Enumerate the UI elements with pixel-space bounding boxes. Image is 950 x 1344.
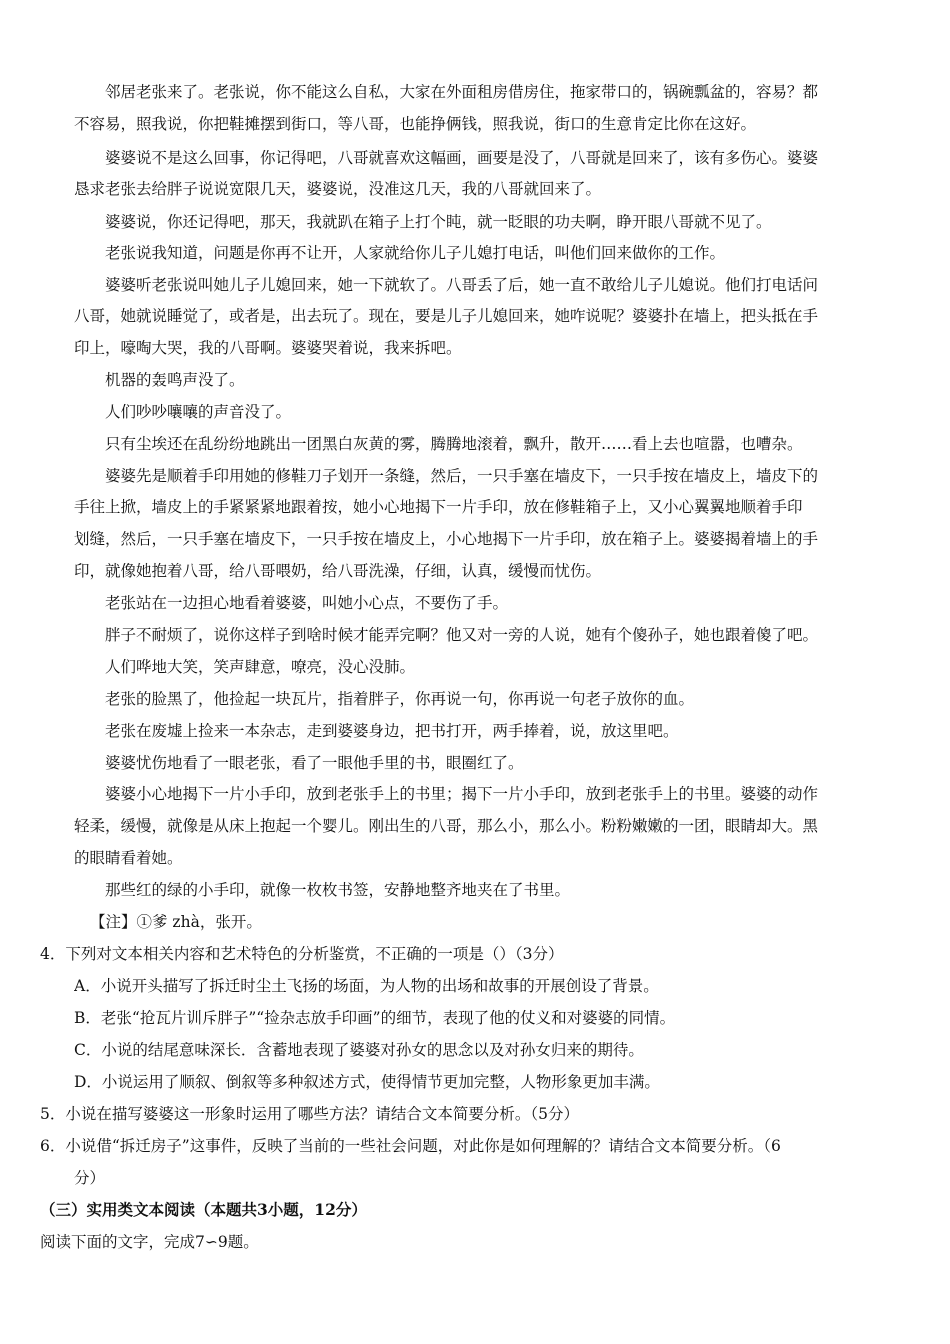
paragraph-line: 恳求老张去给胖子说说宽限几天，婆婆说，没准这几天，我的八哥就回来了。 [74, 180, 602, 198]
paragraph-line: 老张的脸黑了，他捡起一块瓦片，指着胖子，你再说一句，你再说一句老子放你的血。 [105, 690, 695, 708]
paragraph-line: 机器的轰鸣声没了。 [105, 371, 245, 389]
paragraph-line: 轻柔，缓慢，就像是从床上抱起一个婴儿。刚出生的八哥，那么小，那么小。粉粉嫩嫩的一团，眼睛却大。黑 [74, 817, 819, 835]
paragraph-line: 婆婆忧伤地看了一眼老张，看了一眼他手里的书，眼圈红了。 [105, 754, 524, 772]
paragraph-line: 婆婆说不是这么回事，你记得吧，八哥就喜欢这幅画，画要是没了，八哥就是回来了，该有多伤心。婆婆 [105, 149, 819, 167]
paragraph-line: 手往上掀，墙皮上的手紧紧紧地跟着按，她小心地揭下一片手印，放在修鞋箱子上，又小心翼翼地顺着手印 [74, 498, 803, 516]
paragraph-line: 邻居老张来了。老张说，你不能这么自私，大家在外面租房借房住，拖家带口的，锅碗瓢盆的，容易？都 [105, 83, 819, 101]
paragraph-line: 人们哗地大笑，笑声肆意，嘹亮，没心没肺。 [105, 658, 416, 676]
paragraph-line: 婆婆听老张说叫她儿子儿媳回来，她一下就软了。八哥丢了后，她一直不敢给儿子儿媳说。他们打电话问 [105, 276, 819, 294]
question-6: 6．小说借“拆迁房子”这事件，反映了当前的一些社会问题，对此你是如何理解的？请结合文本简要分析。（6 [40, 1137, 781, 1155]
paragraph-line: 老张站在一边担心地看着婆婆，叫她小心点，不要伤了手。 [105, 594, 509, 612]
paragraph-line: 八哥，她就说睡觉了，或者是，出去玩了。现在，要是儿子儿媳回来，她咋说呢？婆婆扑在墙上，把头抵在手 [74, 307, 819, 325]
question-6-continued: 分） [74, 1169, 106, 1187]
paragraph-line: 人们吵吵嚷嚷的声音没了。 [105, 403, 292, 421]
paragraph-line: 的眼睛看着她。 [74, 849, 183, 867]
paragraph-line: 印上，嚎啕大哭，我的八哥啊。婆婆哭着说，我来拆吧。 [74, 339, 462, 357]
paragraph-line: 婆婆小心地揭下一片小手印，放到老张手上的书里；揭下一片小手印，放到老张手上的书里。婆婆的动作 [105, 785, 819, 803]
question-4-option-b: B．老张“抢瓦片训斥胖子”“捡杂志放手印画”的细节，表现了他的仗义和对婆婆的同情。 [74, 1009, 676, 1027]
question-4-option-a: A．小说开头描写了拆迁时尘土飞扬的场面，为人物的出场和故事的开展创设了背景。 [74, 977, 659, 995]
paragraph-line: 印，就像她抱着八哥，给八哥喂奶，给八哥洗澡，仔细，认真，缓慢而忧伤。 [74, 562, 602, 580]
paragraph-line: 婆婆说，你还记得吧，那天，我就趴在箱子上打个盹，就一眨眼的功夫啊，睁开眼八哥就不见了。 [105, 213, 772, 231]
paragraph-line: 那些红的绿的小手印，就像一枚枚书签，安静地整齐地夹在了书里。 [105, 881, 571, 899]
paragraph-line: 只有尘埃还在乱纷纷地跳出一团黑白灰黄的雾，腾腾地滚着，飘升，散开……看上去也喧嚣，也嘈杂。 [105, 435, 803, 453]
paragraph-line: 老张说我知道，问题是你再不让开，人家就给你儿子儿媳打电话，叫他们回来做你的工作。 [105, 244, 726, 262]
paragraph-line: 婆婆先是顺着手印用她的修鞋刀子划开一条缝，然后，一只手塞在墙皮下，一只手按在墙皮上，墙皮下的 [105, 467, 819, 485]
section-heading: （三）实用类文本阅读（本题共3小题，12分） [40, 1200, 367, 1219]
question-4-option-d: D．小说运用了顺叙、倒叙等多种叙述方式，使得情节更加完整，人物形象更加丰满。 [74, 1073, 660, 1091]
question-4-option-c: C．小说的结尾意味深长．含蓄地表现了婆婆对孙女的思念以及对孙女归来的期待。 [74, 1041, 644, 1059]
paragraph-line: 划缝，然后，一只手塞在墙皮下，一只手按在墙皮上，小心地揭下一片手印，放在箱子上。婆婆揭着墙上的手 [74, 530, 819, 548]
paragraph-line: 胖子不耐烦了，说你这样子到啥时候才能弄完啊？他又对一旁的人说，她有个傻孙子，她也跟着傻了吧。 [105, 626, 819, 644]
section-instruction: 阅读下面的文字，完成7∽9题。 [40, 1233, 259, 1251]
paragraph-line: 老张在废墟上捡来一本杂志，走到婆婆身边，把书打开，两手捧着，说，放这里吧。 [105, 722, 679, 740]
question-5: 5．小说在描写婆婆这一形象时运用了哪些方法？请结合文本简要分析。（5分） [40, 1105, 579, 1123]
footnote: 【注】①爹 zhà，张开。 [90, 913, 262, 931]
paragraph-line: 不容易，照我说，你把鞋摊摆到街口，等八哥，也能挣俩钱，照我说，街口的生意肯定比你在这好。 [74, 115, 757, 133]
question-4-stem: 4．下列对文本相关内容和艺术特色的分析鉴赏，不正确的一项是（）（3分） [40, 945, 564, 963]
